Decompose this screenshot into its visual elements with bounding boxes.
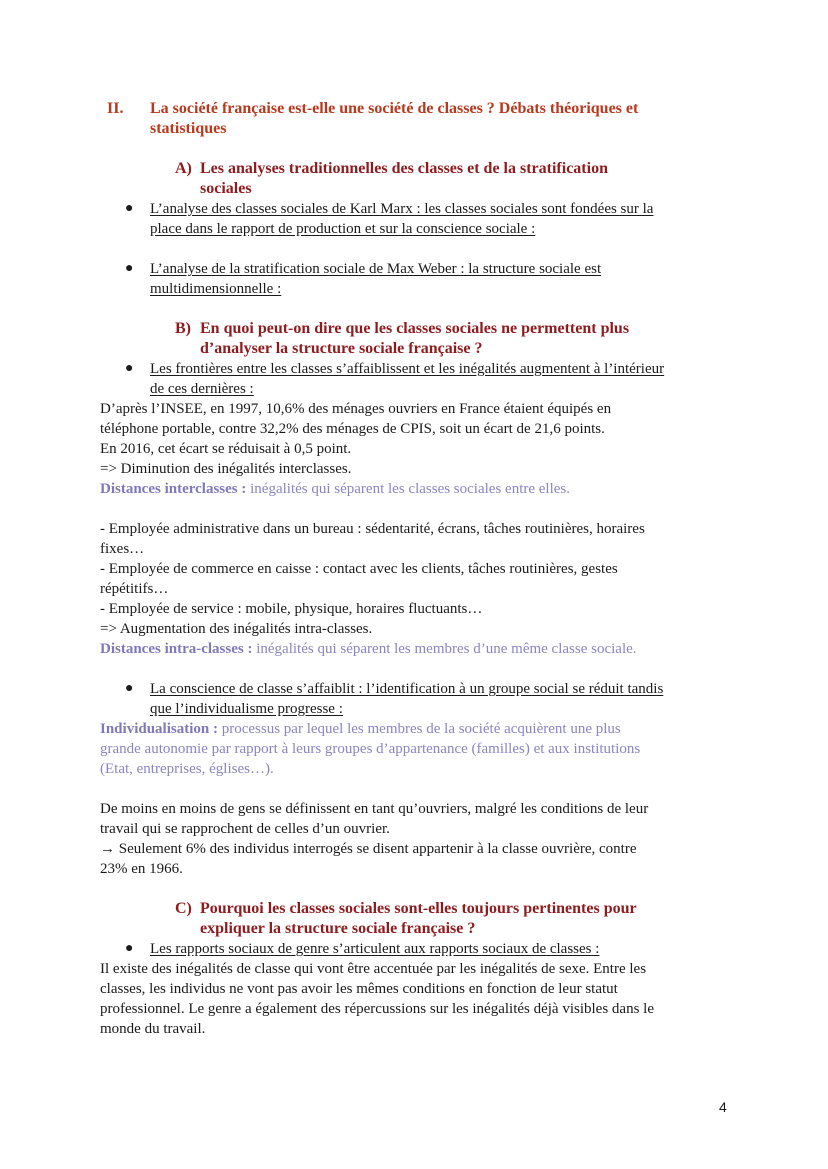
bullet-genre-line-1: Les rapports sociaux de genre s’articulent aux rapports sociaux de classes :	[150, 941, 600, 957]
page-number: 4	[719, 1099, 727, 1115]
subsection-a-letter: A)	[175, 160, 192, 177]
bullet-icon: ●	[125, 941, 134, 956]
employees-paragraph-line-2: fixes…	[100, 541, 145, 557]
definition-intraclasses	[100, 639, 637, 659]
bullet-icon: ●	[125, 261, 134, 276]
bullet-icon: ●	[125, 681, 134, 696]
subsection-c-title-line-1: Pourquoi les classes sociales sont-elles toujours pertinentes pour	[200, 900, 637, 917]
bullet-weber-line-1: L’analyse de la stratification sociale de Max Weber : la structure sociale est	[150, 261, 602, 277]
employees-paragraph-line-6: => Augmentation des inégalités intra-classes.	[100, 621, 373, 637]
bullet-weber-line-2: multidimensionnelle :	[150, 281, 282, 297]
section-title-line-2: statistiques	[150, 120, 227, 137]
insee-paragraph-line-2: téléphone portable, contre 32,2% des ménages de CPIS, soit un écart de 21,6 points.	[100, 421, 605, 437]
employees-paragraph-line-5: - Employée de service : mobile, physique, horaires fluctuants…	[100, 601, 483, 617]
subsection-b-letter: B)	[175, 320, 191, 337]
definition-term: Individualisation :	[100, 721, 218, 737]
definition-term: Distances intra-classes :	[100, 641, 253, 657]
definition-text: processus par lequel les membres de la société acquièrent une plus	[217, 721, 621, 737]
definition-text: inégalités qui séparent les membres d’une même classe sociale.	[252, 641, 637, 657]
bullet-icon: ●	[125, 201, 134, 216]
genre-paragraph-line-4: monde du travail.	[100, 1021, 206, 1037]
ouvriers-paragraph-line-1: De moins en moins de gens se définissent en tant qu’ouvriers, malgré les conditions de leur	[100, 801, 649, 817]
section-number: II.	[107, 100, 124, 117]
definition-term: Distances interclasses :	[100, 481, 247, 497]
definition-individualisation-line-3: (Etat, entreprises, églises…).	[100, 761, 274, 777]
subsection-c-letter: C)	[175, 900, 192, 917]
insee-paragraph-line-3: En 2016, cet écart se réduisait à 0,5 point.	[100, 441, 352, 457]
definition-text: inégalités qui séparent les classes sociales entre elles.	[246, 481, 571, 497]
bullet-frontieres-line-2: de ces dernières :	[150, 381, 254, 397]
ouvriers-paragraph-line-2: travail qui se rapprochent de celles d’un ouvrier.	[100, 821, 390, 837]
bullet-frontieres-line-1: Les frontières entre les classes s’affaiblissent et les inégalités augmentent à l’intérieur	[150, 361, 665, 377]
subsection-c-title-line-2: expliquer la structure sociale française ?	[200, 920, 476, 937]
ouvriers-paragraph-line-3: → Seulement 6% des individus interrogés se disent appartenir à la classe ouvrière, contre	[100, 841, 637, 857]
subsection-a-title-line-1: Les analyses traditionnelles des classes et de la stratification	[200, 160, 608, 177]
definition-individualisation-line-2: grande autonomie par rapport à leurs groupes d’appartenance (familles) et aux institutions	[100, 741, 641, 757]
bullet-marx-line-1: L’analyse des classes sociales de Karl Marx : les classes sociales sont fondées sur la	[150, 201, 654, 217]
insee-paragraph-line-1: D’après l’INSEE, en 1997, 10,6% des ménages ouvriers en France étaient équipés en	[100, 401, 612, 417]
bullet-conscience-line-2: que l’individualisme progresse :	[150, 701, 343, 717]
insee-paragraph-line-4: => Diminution des inégalités interclasses.	[100, 461, 352, 477]
genre-paragraph-line-2: classes, les individus ne vont pas avoir les mêmes conditions en fonction de leur statut	[100, 981, 618, 997]
ouvriers-paragraph-line-4: 23% en 1966.	[100, 861, 183, 877]
subsection-a-title-line-2: sociales	[200, 180, 252, 197]
definition-individualisation-line-1	[100, 719, 621, 739]
bullet-icon: ●	[125, 361, 134, 376]
subsection-b-title-line-2: d’analyser la structure sociale française ?	[200, 340, 483, 357]
section-title-line-1: La société française est-elle une société de classes ? Débats théoriques et	[150, 100, 639, 117]
employees-paragraph-line-1: - Employée administrative dans un bureau : sédentarité, écrans, tâches routinières, horaires	[100, 521, 645, 537]
bullet-marx-line-2: place dans le rapport de production et sur la conscience sociale :	[150, 221, 536, 237]
subsection-b-title-line-1: En quoi peut-on dire que les classes sociales ne permettent plus	[200, 320, 630, 337]
employees-paragraph-line-4: répétitifs…	[100, 581, 169, 597]
genre-paragraph-line-1: Il existe des inégalités de classe qui vont être accentuée par les inégalités de sexe. Entre les	[100, 961, 647, 977]
employees-paragraph-line-3: - Employée de commerce en caisse : contact avec les clients, tâches routinières, gestes	[100, 561, 618, 577]
definition-interclasses	[100, 479, 570, 499]
genre-paragraph-line-3: professionnel. Le genre a également des répercussions sur les inégalités déjà visibles dans le	[100, 1001, 654, 1017]
bullet-conscience-line-1: La conscience de classe s’affaiblit : l’identification à un groupe social se réduit tandis	[150, 681, 664, 697]
